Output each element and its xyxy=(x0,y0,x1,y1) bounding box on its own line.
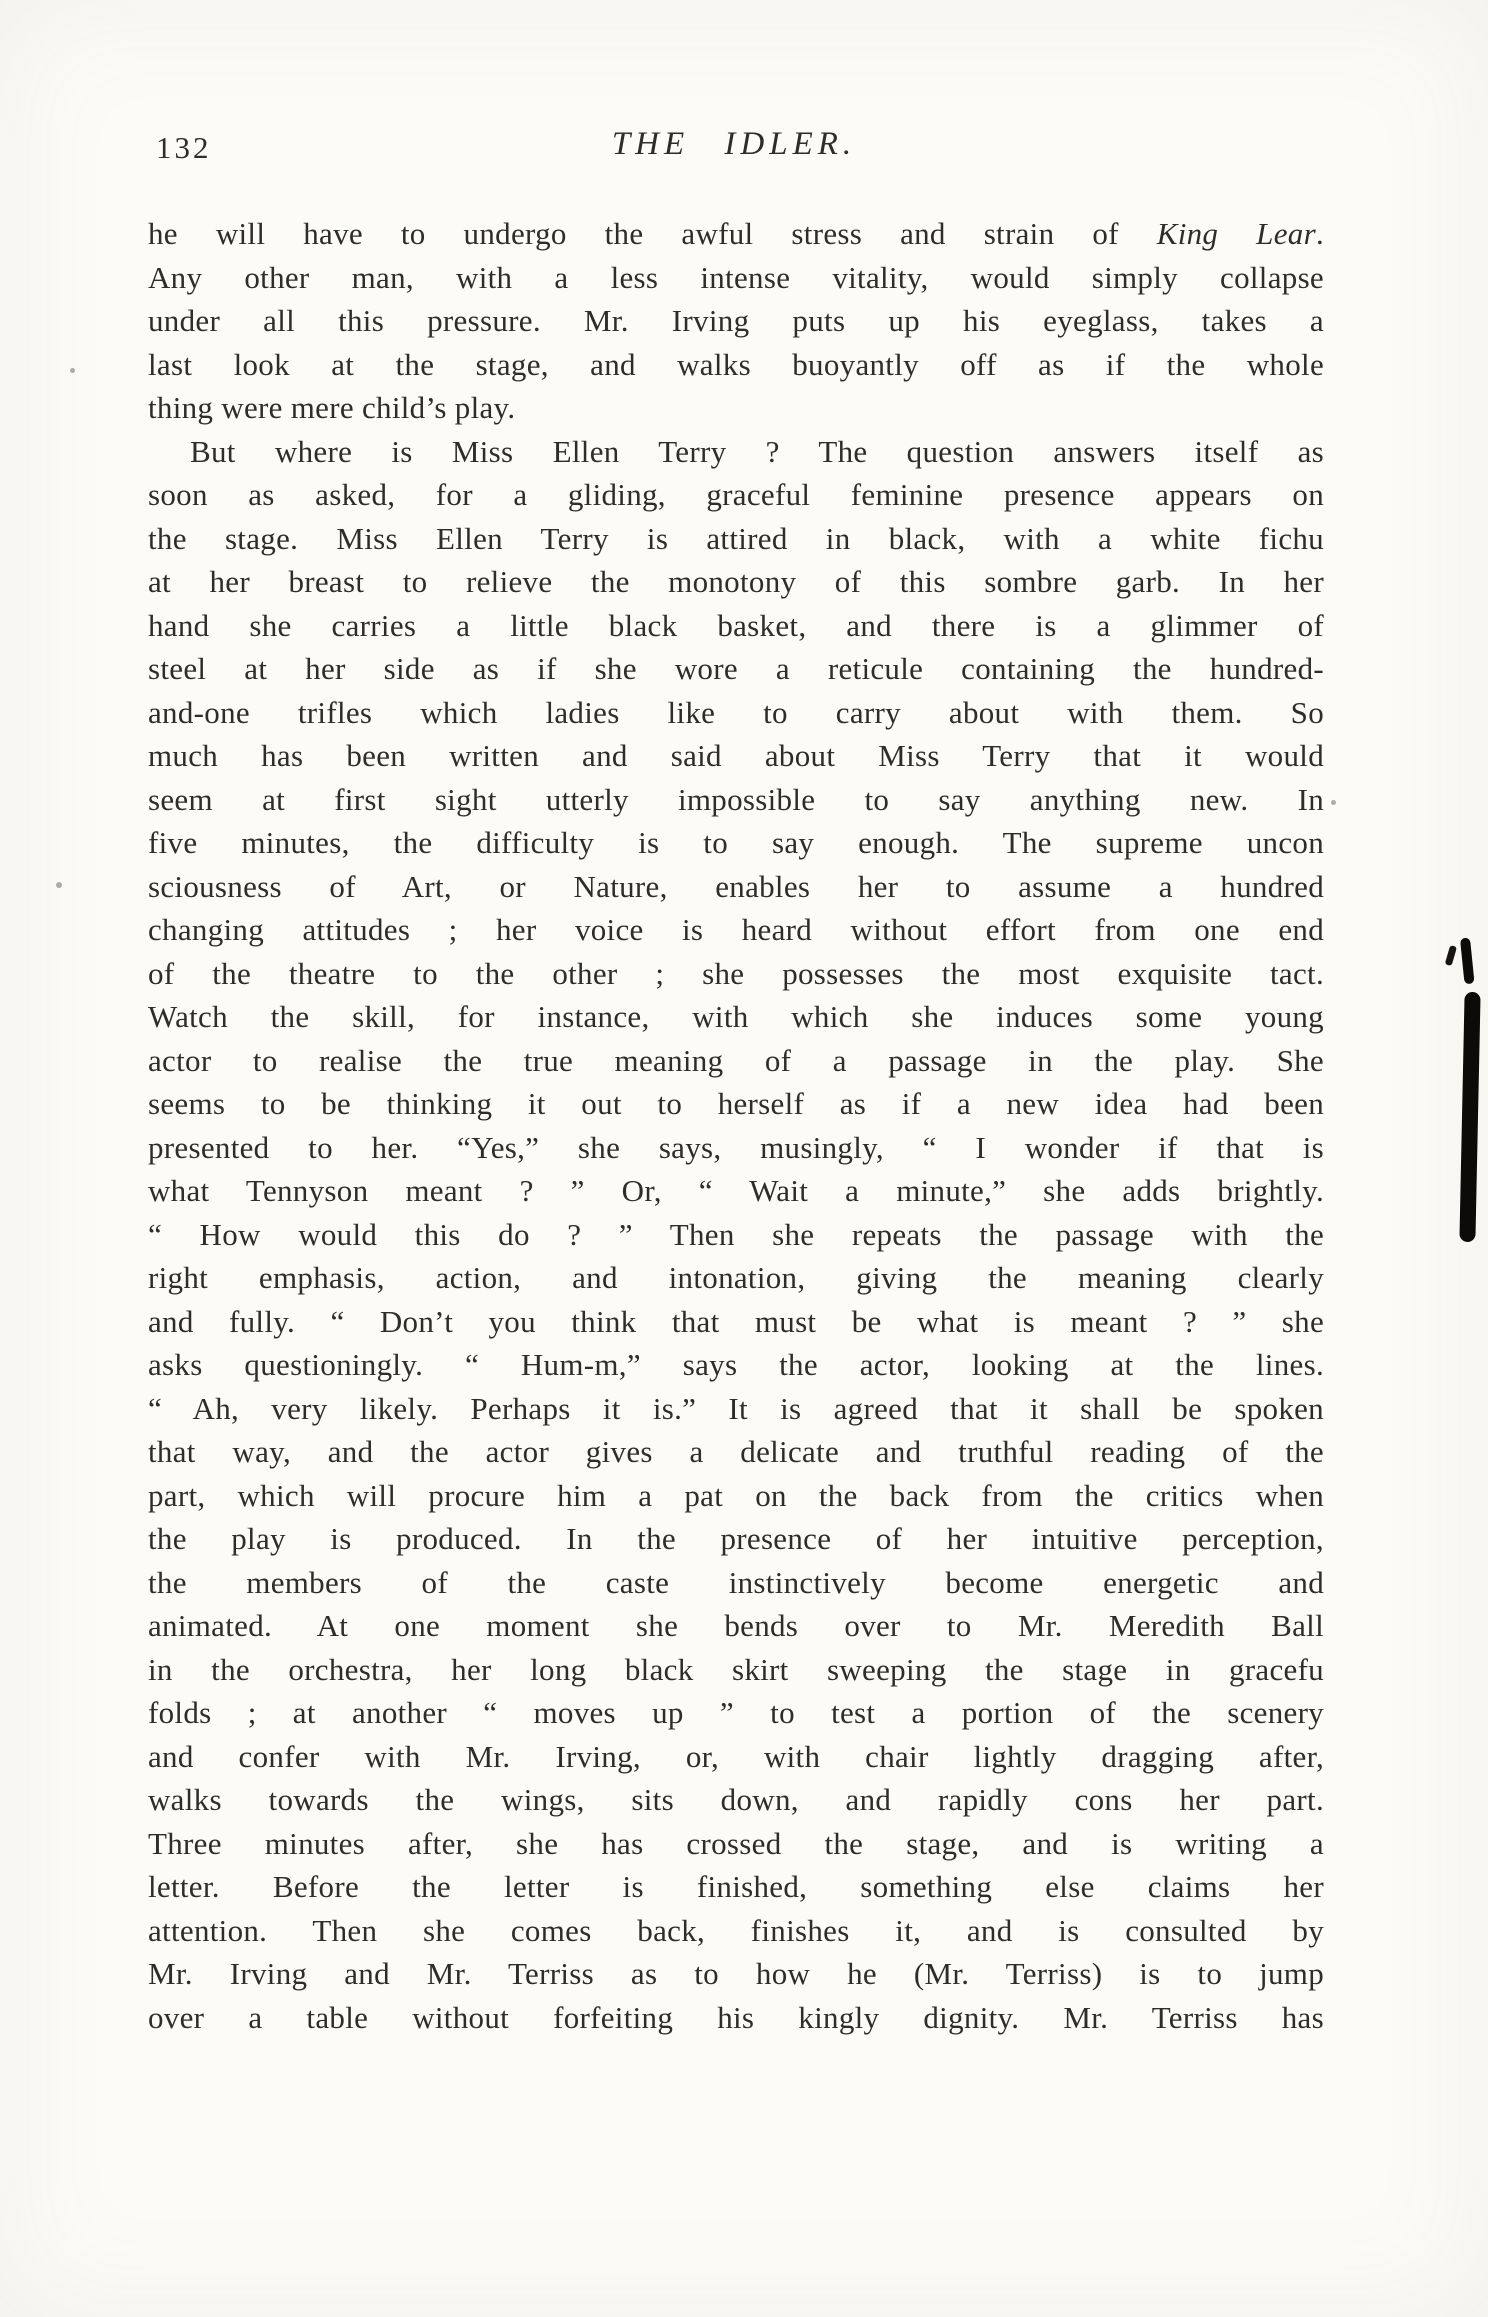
text-line: the members of the caste instinctively become energetic and xyxy=(148,1564,1324,1600)
article-text xyxy=(148,212,1324,2039)
text-line: Watch the skill, for instance, with which she induces some young xyxy=(148,999,1324,1034)
text-line: But where is Miss Ellen Terry ? The question answers itself as xyxy=(190,433,1324,469)
text-line: hand she carries a little black basket, and there is a glimmer of xyxy=(148,607,1324,643)
text-line: under all this pressure. Mr. Irving puts up his eyeglass, takes a xyxy=(148,303,1324,338)
text-line: and confer with Mr. Irving, or, with chair lightly dragging after, xyxy=(148,1738,1324,1774)
ink-blot xyxy=(1459,992,1480,1242)
text-line: seems to be thinking it out to herself as if a new idea had been xyxy=(148,1086,1324,1121)
text-line: and-one trifles which ladies like to carry about with them. So xyxy=(148,694,1324,730)
text-line: walks towards the wings, sits down, and rapidly cons her part. xyxy=(148,1782,1324,1817)
page-number: 132 xyxy=(156,130,212,165)
text-line: letter. Before the letter is finished, something else claims her xyxy=(148,1869,1324,1904)
text-line: attention. Then she comes back, finishes it, and is consulted by xyxy=(148,1912,1324,1948)
text-line: asks questioningly. “ Hum-m,” says the actor, looking at the lines. xyxy=(148,1347,1324,1382)
text-line: what Tennyson meant ? ” Or, “ Wait a minute,” she adds brightly. xyxy=(148,1173,1324,1208)
scan-speck xyxy=(56,882,62,888)
text-line: and fully. “ Don’t you think that must be what is meant ? ” she xyxy=(148,1303,1324,1339)
text-line: “ Ah, very likely. Perhaps it is.” It is agreed that it shall be spoken xyxy=(148,1390,1324,1426)
text-line: folds ; at another “ moves up ” to test a portion of the scenery xyxy=(148,1695,1324,1730)
text-line: the play is produced. In the presence of her intuitive perception, xyxy=(148,1521,1324,1556)
text-line: much has been written and said about Miss Terry that it would xyxy=(148,738,1324,773)
text-line: five minutes, the difficulty is to say enough. The supreme uncon xyxy=(148,825,1324,860)
text-line: in the orchestra, her long black skirt sweeping the stage in gracefu xyxy=(148,1651,1324,1687)
text-line: thing were mere child’s play. xyxy=(148,390,516,425)
text-line: changing attitudes ; her voice is heard without effort from one end xyxy=(148,912,1324,947)
text-line: part, which will procure him a pat on the back from the critics when xyxy=(148,1477,1324,1513)
text-line: over a table without forfeiting his kingly dignity. Mr. Terriss has xyxy=(148,1999,1324,2035)
text-line: animated. At one moment she bends over to Mr. Meredith Ball xyxy=(148,1608,1324,1643)
text-segment: . xyxy=(1315,216,1324,251)
text-line: at her breast to relieve the monotony of this sombre garb. In her xyxy=(148,564,1324,599)
text-line: the stage. Miss Ellen Terry is attired in black, with a white fichu xyxy=(148,520,1324,556)
text-line: “ How would this do ? ” Then she repeats the passage with the xyxy=(148,1216,1324,1252)
scan-speck xyxy=(70,368,75,373)
paragraph-continuation xyxy=(148,212,1324,430)
text-line: presented to her. “Yes,” she says, musingly, “ I wonder if that is xyxy=(148,1129,1324,1165)
paragraph-lines xyxy=(148,256,1324,430)
page-header xyxy=(148,126,1320,174)
text-line: last look at the stage, and walks buoyantly off as if the whole xyxy=(148,346,1324,382)
text-segment: he will have to undergo the awful stress and strain of xyxy=(148,216,1157,251)
scan-speck xyxy=(1331,800,1336,805)
text-line: sciousness of Art, or Nature, enables her to assume a hundred xyxy=(148,868,1324,904)
text-line: that way, and the actor gives a delicate and truthful reading of the xyxy=(148,1434,1324,1469)
text-line: of the theatre to the other ; she possesses the most exquisite tact. xyxy=(148,955,1324,991)
paragraph xyxy=(148,430,1324,2040)
text-line: actor to realise the true meaning of a passage in the play. She xyxy=(148,1042,1324,1078)
text-line: Any other man, with a less intense vitality, would simply collapse xyxy=(148,259,1324,295)
text-line xyxy=(148,212,1324,256)
book-title-italic: King Lear xyxy=(1156,216,1316,251)
text-line: steel at her side as if she wore a reticule containing the hundred- xyxy=(148,651,1324,686)
text-line: seem at first sight utterly impossible to say anything new. In xyxy=(148,781,1324,817)
text-line: soon as asked, for a gliding, graceful feminine presence appears on xyxy=(148,477,1324,512)
text-line: Three minutes after, she has crossed the stage, and is writing a xyxy=(148,1825,1324,1861)
text-line: right emphasis, action, and intonation, giving the meaning clearly xyxy=(148,1260,1324,1295)
text-line: Mr. Irving and Mr. Terriss as to how he (Mr. Terriss) is to jump xyxy=(148,1956,1324,1991)
journal-title: THE IDLER. xyxy=(611,126,857,162)
